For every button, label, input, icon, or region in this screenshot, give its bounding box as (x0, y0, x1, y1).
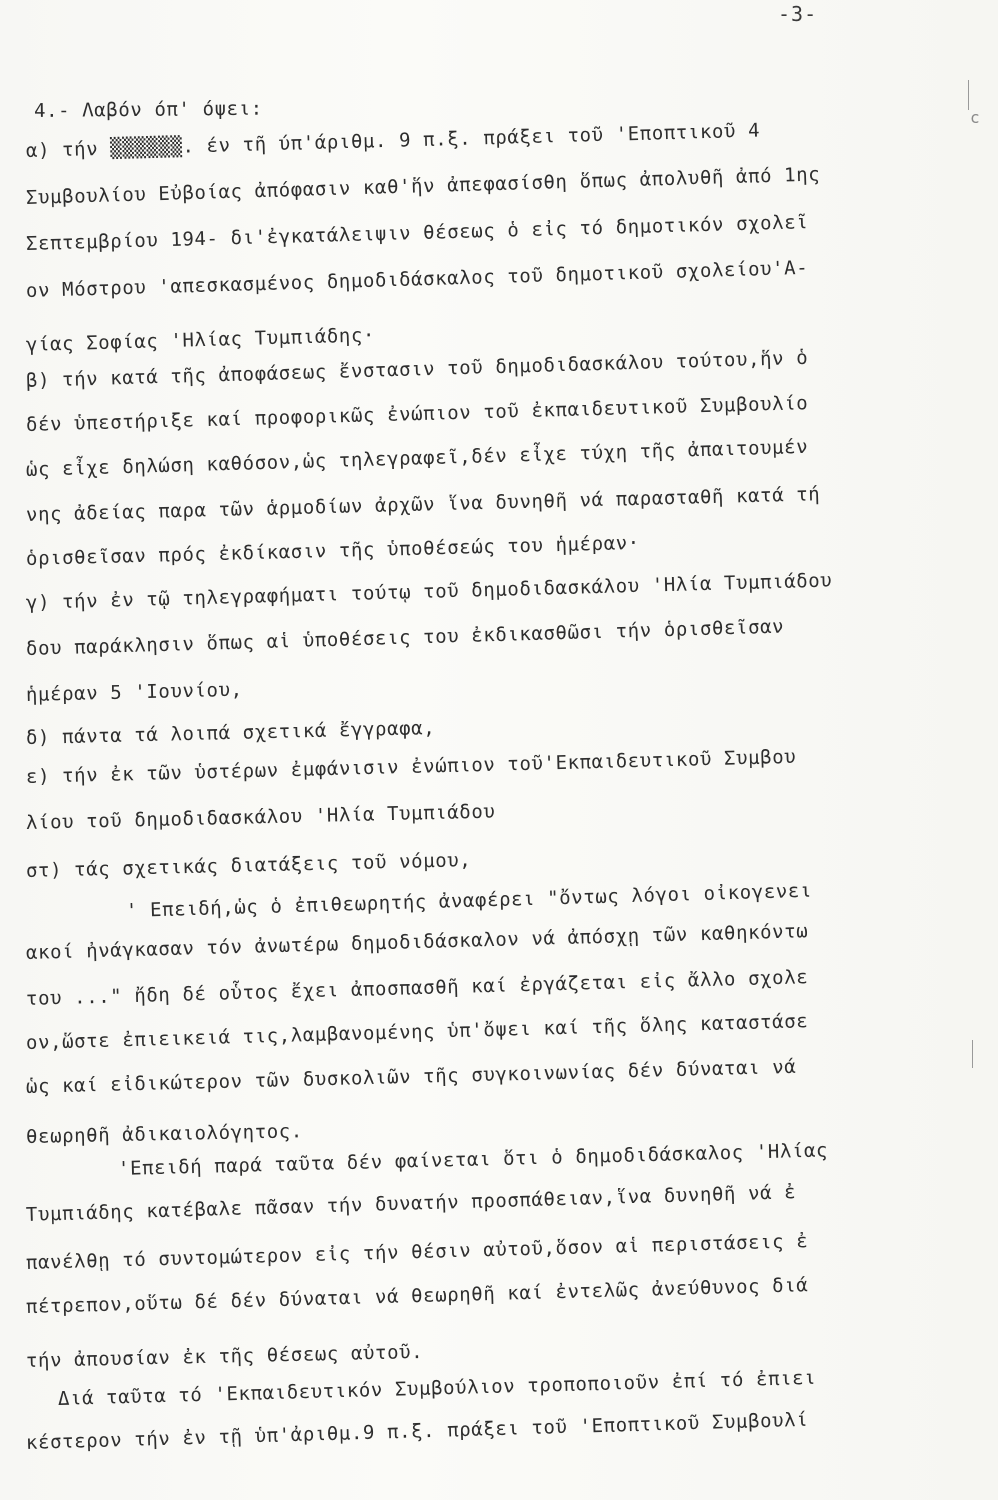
text-line: ον Μόστρου 'απεσκασμένος δημοδιδάσκαλος τοῦ δημοτικοῦ σχολείου'Α- (25, 256, 809, 302)
text-line: πέτρεπον,οὕτω δέ δέν δύναται νά θεωρηθῆ καί ἐντελῶς ἀνεύθυνος διά (25, 1274, 809, 1318)
text-line: β) τήν κατά τῆς ἀποφάσεως ἔνστασιν τοῦ δημοδιδασκάλου τούτου,ἥν ὁ (25, 346, 809, 392)
text-line: ἡμέραν 5 'Ιουνίου, (25, 678, 243, 706)
text-line: ὡς καί εἰδικώτερον τῶν δυσκολιῶν τῆς συγκοινωνίας δέν δύναται νά (25, 1055, 797, 1098)
margin-mark: c (970, 108, 980, 127)
text-line: ακοί ἠνάγκασαν τόν ἀνωτέρω δημοδιδάσκαλον νά ἀπόσχῃ τῶν καθηκόντω (25, 920, 809, 964)
text-line: ὡς εἶχε δηλώση καθόσον,ὡς τηλεγραφεῖ,δέν εἶχε τύχη τῆς ἀπαιτουμέν (25, 435, 809, 481)
text-line: δου παράκλησιν ὅπως αἱ ὑποθέσεις του ἐκδικασθῶσι τήν ὁρισθεῖσαν (25, 615, 785, 660)
text-line: λίου τοῦ δημοδιδασκάλου 'Ηλία Τυμπιάδου (25, 800, 496, 834)
text-line: δέν ὑπεστήριξε καί προφορικῶς ἐνώπιον τοῦ ἐκπαιδευτικοῦ Συμβουλίο (25, 392, 809, 436)
text-line: Σεπτεμβρίου 194- δι'ἐγκατάλειψιν θέσεως ὁ εἰς τό δημοτικόν σχολεῖ (25, 211, 809, 255)
text-line: του ..." ἤδη δέ οὗτος ἔχει ἀποσπασθῆ καί ἐργάζεται εἰς ἄλλο σχολε (25, 966, 809, 1010)
text-line: Συμβουλίου Εὐβοίας ἀπόφασιν καθ'ἥν ἀπεφασίσθη ὅπως ἀπολυθῆ ἀπό 1ης (25, 163, 821, 209)
text-line: γίας Σοφίας 'Ηλίας Τυμπιάδης· (25, 324, 376, 356)
text-line: ον,ὥστε ἐπιεικειά τις,λαμβανομένης ὑπ'ὄψει καί τῆς ὅλης καταστάσε (25, 1010, 809, 1054)
page-number: -3- (778, 2, 818, 26)
text-line: πανέλθῃ τό συντομώτερον εἰς τήν θέσιν αὐτοῦ,ὅσον αἱ περιστάσεις ἐ (25, 1230, 809, 1274)
text-line: τήν ἀπουσίαν ἐκ τῆς θέσεως αὐτοῦ. (25, 1340, 424, 1372)
text-line: κέστερον τήν ἐν τῇ ὑπ'ἀριθμ.9 π.ξ. πράξει τοῦ 'Εποπτικοῦ Συμβουλί (25, 1408, 809, 1454)
text-line: θεωρηθῆ ἀδικαιολόγητος. (25, 1120, 304, 1148)
text-line: α) τήν ▒▒▒▒▒▒. έν τῆ ύπ'άριθμ. 9 π.ξ. πράξει τοῦ 'Εποπτικοῦ 4 (25, 119, 761, 162)
edge-mark (968, 80, 969, 110)
text-line: ε) τήν ἐκ τῶν ὑστέρων ἐμφάνισιν ἐνώπιον τοῦ'Εκπαιδευτικοῦ Συμβου (25, 745, 797, 788)
text-line: Τυμπιάδης κατέβαλε πᾶσαν τήν δυνατήν προσπάθειαν,ἵνα δυνηθῆ νά ἐ (25, 1181, 797, 1226)
text-line: στ) τάς σχετικάς διατάξεις τοῦ νόμου, (25, 849, 472, 882)
text-line: γ) τήν ἐν τῷ τηλεγραφήματι τούτῳ τοῦ δημοδιδασκάλου 'Ηλία Τυμπιάδου (25, 569, 833, 614)
text-line: νης ἀδείας παρα τῶν ἁρμοδίων ἀρχῶν ἵνα δυνηθῆ νά παρασταθῆ κατά τή (25, 483, 821, 526)
text-line: ὁρισθεῖσαν πρός ἐκδίκασιν τῆς ὑποθέσεώς του ἡμέραν· (25, 531, 641, 570)
text-line: Διά ταῦτα τό 'Εκπαιδευτικόν Συμβούλιον τροποποιοῦν ἐπί τό ἐπιει (57, 1366, 817, 1410)
text-line: ' Επειδή,ὡς ὁ ἐπιθεωρητής ἀναφέρει "ὄντως λόγοι οἰκογενει (125, 879, 813, 922)
text-line: 'Επειδή παρά ταῦτα δέν φαίνεται ὅτι ὁ δημοδιδάσκαλος 'Ηλίας (117, 1139, 829, 1180)
text-line: 4.- Λαβόν όπ' όψει: (33, 97, 263, 122)
text-line: δ) πάντα τά λοιπά σχετικά ἔγγραφα, (25, 717, 436, 749)
edge-mark (972, 1040, 973, 1068)
